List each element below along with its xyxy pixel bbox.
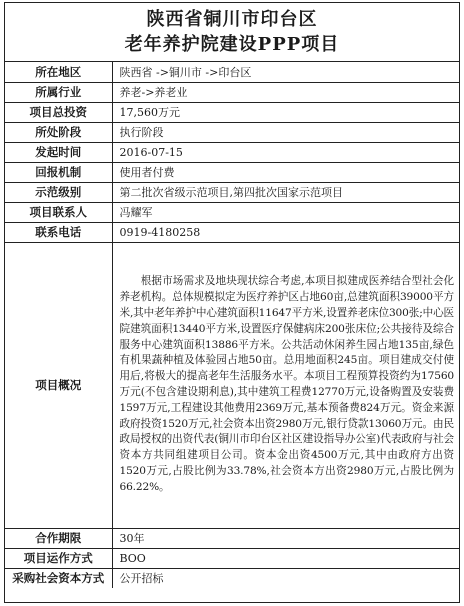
row-cooperation-period	[5, 528, 459, 548]
row-region	[5, 62, 459, 82]
label-contact-phone: 联系电话	[5, 222, 112, 242]
project-info-sheet	[4, 2, 460, 603]
value-cooperation-period: 30年	[112, 528, 459, 548]
value-stage: 执行阶段	[112, 122, 459, 142]
value-contact-phone: 0919-4180258	[112, 222, 459, 242]
value-overview: 根据市场需求及地块现状综合考虑,本项目拟建成医养结合型社会化养老机构。总体规模拟定为医疗养护区占地60亩,总建筑面积39000平方米,其中老年养护中心建筑面积11647平方米,设置养老床位300张;中心医院建筑面积13440平方米,设置医疗保健病床200张床位;公共接待及综合服务中心建筑面积13886平方米。公共活动休闲养生园占地135亩,绿色有机果蔬种植及体验园占地50亩。总用地面积245亩。项目建成交付使用后,将极大的提高老年生活服务水平。本项目工程预算投资约为17560万元(不包含建设期利息),其中建筑工程费12770万元,设备购置及安装费1597万元,工程建设其他费用2369万元,基本预备费824万元。资金来源政府投资1520万元,社会资本出资2980万元,银行贷款13060万元。由民政局授权的出资代表(铜川市印台区社区建设指导办公室)代表政府与社会资本方共同组建项目公司。资本金出资4500万元,其中由政府方出资1520万元,占股比例为33.78%,社会资本方出资2980万元,占股比例为66.22%。	[112, 242, 459, 528]
row-stage	[5, 122, 459, 142]
row-demo-level	[5, 182, 459, 202]
value-region: 陕西省 ->铜川市 ->印台区	[112, 62, 459, 82]
value-procurement-method: 公开招标	[112, 568, 459, 588]
value-return-mechanism: 使用者付费	[112, 162, 459, 182]
label-demo-level: 示范级别	[5, 182, 112, 202]
row-operation-mode	[5, 548, 459, 568]
info-table	[5, 62, 459, 588]
title-line-1: 陕西省铜川市印台区	[146, 9, 318, 30]
label-operation-mode: 项目运作方式	[5, 548, 112, 568]
row-contact-person	[5, 202, 459, 222]
label-industry: 所属行业	[5, 82, 112, 102]
label-contact-person: 项目联系人	[5, 202, 112, 222]
row-total-investment	[5, 102, 459, 122]
label-return-mechanism: 回报机制	[5, 162, 112, 182]
label-stage: 所处阶段	[5, 122, 112, 142]
row-contact-phone	[5, 222, 459, 242]
row-start-date	[5, 142, 459, 162]
label-overview: 项目概况	[5, 242, 112, 528]
value-start-date: 2016-07-15	[112, 142, 459, 162]
value-contact-person: 冯耀军	[112, 202, 459, 222]
label-cooperation-period: 合作期限	[5, 528, 112, 548]
value-total-investment: 17,560万元	[112, 102, 459, 122]
label-start-date: 发起时间	[5, 142, 112, 162]
row-industry	[5, 82, 459, 102]
page-title	[5, 3, 459, 62]
row-return-mechanism	[5, 162, 459, 182]
row-procurement-method	[5, 568, 459, 588]
value-industry: 养老->养老业	[112, 82, 459, 102]
label-procurement-method: 采购社会资本方式	[5, 568, 112, 588]
value-demo-level: 第二批次省级示范项目,第四批次国家示范项目	[112, 182, 459, 202]
row-overview	[5, 242, 459, 528]
value-operation-mode: BOO	[112, 548, 459, 568]
title-line-2: 老年养护院建设PPP项目	[124, 34, 340, 55]
label-region: 所在地区	[5, 62, 112, 82]
label-total-investment: 项目总投资	[5, 102, 112, 122]
